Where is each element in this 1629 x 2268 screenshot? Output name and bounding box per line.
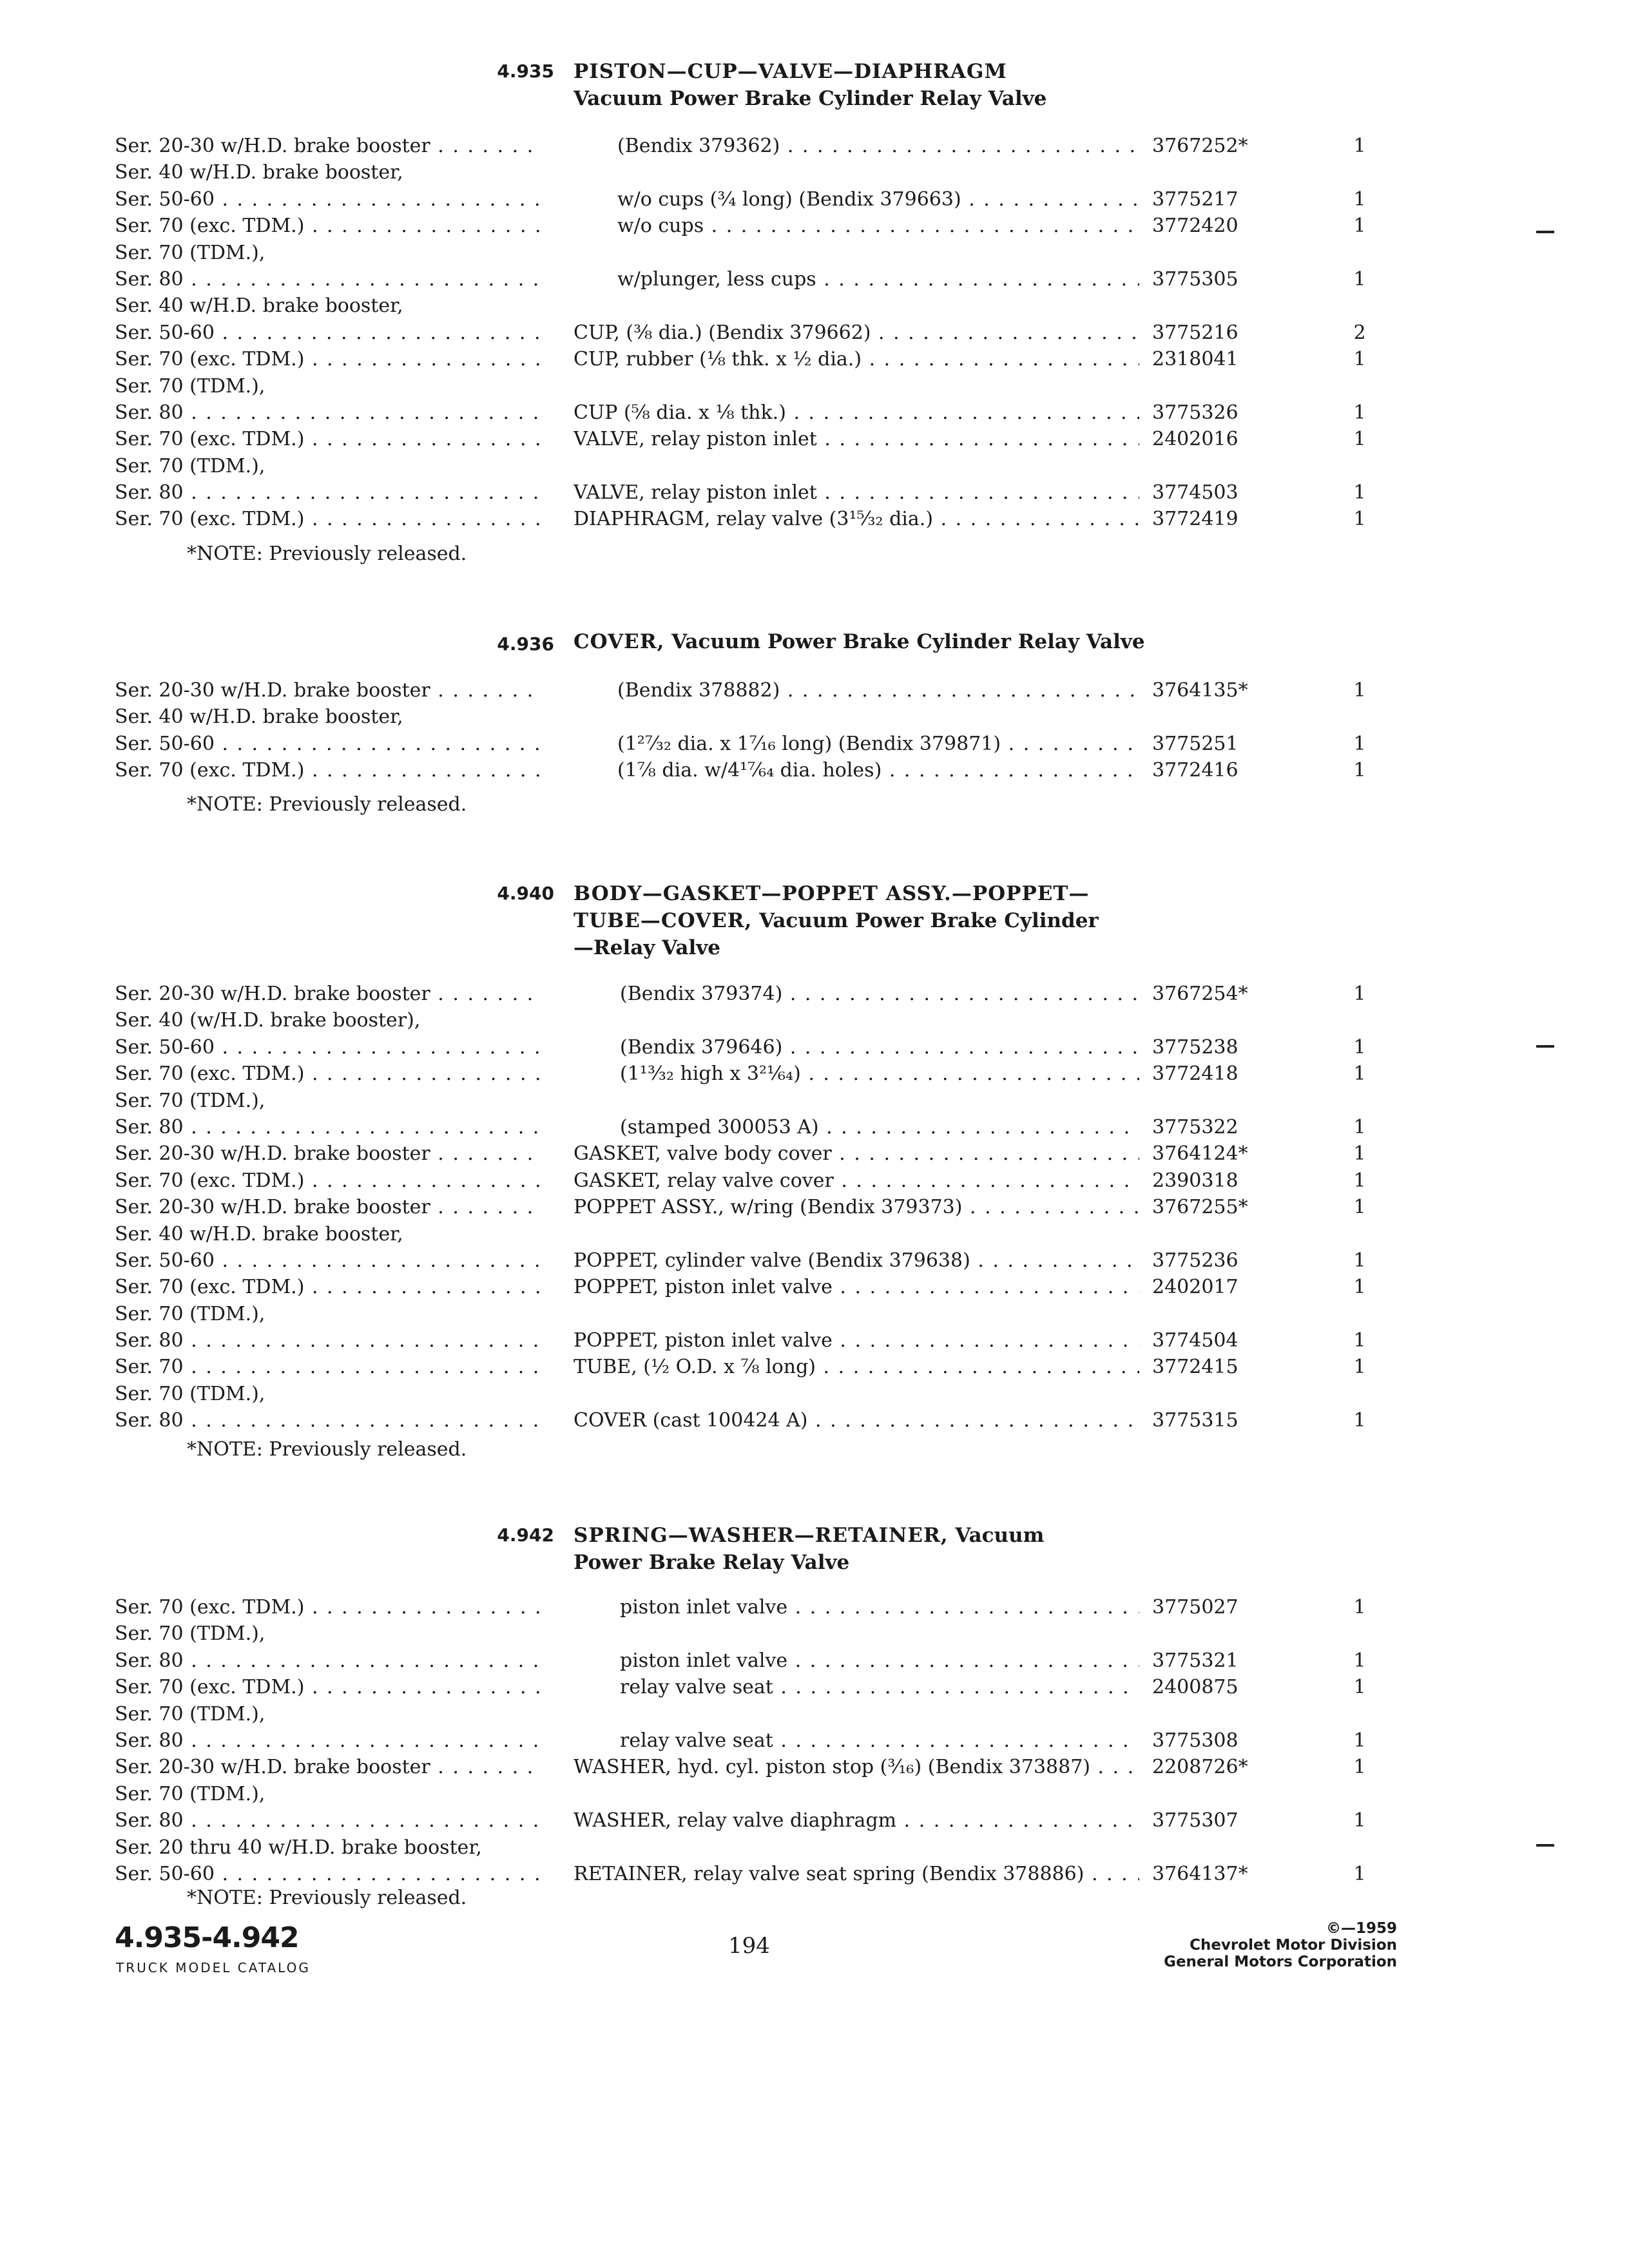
section-title-rest: Vacuum Power Brake Cylinder Relay Valve: [574, 87, 1047, 110]
section-title-line: [574, 907, 1218, 934]
series-application: Ser. 70 (exc. TDM.) . . .: [115, 1594, 543, 1620]
part-number: 3775321: [1152, 1649, 1239, 1672]
division-name: Chevrolet Motor Division: [1190, 1937, 1397, 1954]
part-number: 3772420: [1152, 215, 1239, 238]
catalog-name: TRUCK MODEL CATALOG: [116, 1960, 311, 1975]
section-title-main-2: TUBE—COVER,: [574, 909, 753, 932]
quantity: 1: [1353, 1276, 1366, 1299]
part-description: (stamped 300053 A) . . .: [620, 1114, 1139, 1140]
section-title-rest: Vacuum: [955, 1524, 1045, 1547]
note: *NOTE: Previously released.: [187, 543, 467, 565]
part-description: POPPET ASSY., w/ring (Bendix 379373) . . .: [574, 1194, 1139, 1220]
part-description: relay valve seat . . .: [620, 1674, 1139, 1700]
part-number: 3775217: [1152, 187, 1239, 211]
series-application: Ser. 70 (TDM.),: [115, 454, 265, 477]
part-description: CUP (⅝ dia. x ⅛ thk.) . . .: [574, 399, 1139, 426]
table-row: [0, 757, 1629, 783]
quantity: 1: [1353, 1756, 1366, 1779]
table-row: [0, 1834, 1629, 1861]
section-number: 4.935: [497, 61, 554, 82]
table-row: [0, 426, 1629, 452]
table-row: [0, 373, 1629, 399]
part-number: 2208726*: [1152, 1756, 1248, 1779]
margin-tick: [1536, 231, 1554, 233]
series-application: Ser. 20-30 w/H.D. brake booster . . .: [115, 133, 543, 159]
table-row: [0, 1781, 1629, 1807]
part-description: w/o cups (¾ long) (Bendix 379663) . . .: [617, 186, 1139, 213]
parts-list: [0, 133, 1629, 533]
series-application: Ser. 50-60 . . .: [115, 731, 543, 757]
copyright: ©—1959: [1325, 1920, 1397, 1937]
part-description: w/o cups . . .: [617, 213, 1139, 239]
part-number: 3775236: [1152, 1249, 1239, 1272]
part-number: 3775238: [1152, 1035, 1239, 1059]
series-application: Ser. 40 w/H.D. brake booster,: [115, 706, 403, 729]
part-description: CUP, rubber (⅛ thk. x ½ dia.) . . .: [574, 346, 1139, 372]
part-description: GASKET, valve body cover . . .: [574, 1140, 1139, 1167]
quantity: 1: [1353, 1169, 1366, 1192]
series-application: Ser. 50-60 . . .: [115, 186, 543, 213]
series-application: Ser. 80 . . .: [115, 1407, 543, 1434]
part-description: COVER (cast 100424 A) . . .: [574, 1407, 1139, 1434]
series-application: Ser. 70 (exc. TDM.) . . .: [115, 1061, 543, 1087]
catalog-section-range: 4.935-4.942: [115, 1921, 299, 1954]
section-number: 4.940: [497, 883, 554, 904]
section-title-rest: Vacuum Power Brake Cylinder: [759, 909, 1099, 932]
section-title-line: [574, 1522, 1218, 1549]
table-row: [0, 399, 1629, 426]
table-row: [0, 479, 1629, 506]
part-number: 2400875: [1152, 1676, 1239, 1699]
table-row: [0, 1407, 1629, 1434]
quantity: 1: [1353, 1676, 1366, 1699]
part-number: 3772418: [1152, 1062, 1239, 1086]
part-number: 3772415: [1152, 1356, 1239, 1379]
table-row: [0, 1274, 1629, 1300]
part-description: WASHER, hyd. cyl. piston stop (³⁄₁₆) (Bendix 373887) . . .: [574, 1754, 1139, 1780]
quantity: 1: [1353, 215, 1366, 238]
part-number: 3775307: [1152, 1809, 1239, 1832]
series-application: Ser. 70 (TDM.),: [115, 1382, 265, 1405]
quantity: 1: [1353, 508, 1366, 531]
series-application: Ser. 70 (TDM.),: [115, 241, 265, 264]
series-application: Ser. 70 (exc. TDM.) . . .: [115, 346, 543, 372]
part-description: CUP, (⅜ dia.) (Bendix 379662) . . .: [574, 320, 1139, 346]
series-application: Ser. 80 . . .: [115, 1648, 543, 1674]
series-application: Ser. 40 w/H.D. brake booster,: [115, 161, 403, 184]
series-application: Ser. 40 w/H.D. brake booster,: [115, 294, 403, 318]
part-number: 3775326: [1152, 401, 1239, 424]
margin-tick: [1536, 1844, 1554, 1847]
quantity: 1: [1353, 732, 1366, 755]
series-application: Ser. 80 . . .: [115, 1114, 543, 1140]
quantity: 1: [1353, 1035, 1366, 1059]
section-title-main: COVER,: [574, 630, 665, 653]
series-application: Ser. 70 (TDM.),: [115, 1782, 265, 1805]
part-description: POPPET, cylinder valve (Bendix 379638) . . .: [574, 1247, 1139, 1274]
series-application: Ser. 70 (exc. TDM.) . . .: [115, 213, 543, 239]
table-row: [0, 1168, 1629, 1194]
quantity: 1: [1353, 1142, 1366, 1166]
series-application: Ser. 70 (TDM.),: [115, 1089, 265, 1112]
table-row: [0, 1034, 1629, 1061]
part-description: TUBE, (½ O.D. x ⅞ long) . . .: [574, 1354, 1139, 1380]
part-number: 3767252*: [1152, 135, 1248, 157]
series-application: Ser. 80 . . .: [115, 1807, 543, 1834]
table-row: [0, 704, 1629, 730]
section-title-rest-2: —Relay Valve: [574, 936, 720, 959]
quantity: 1: [1353, 1115, 1366, 1139]
quantity: 1: [1353, 348, 1366, 371]
part-description: WASHER, relay valve diaphragm . . .: [574, 1807, 1139, 1834]
note: *NOTE: Previously released.: [187, 1438, 467, 1461]
part-number: 3764135*: [1152, 679, 1248, 702]
quantity: 1: [1353, 1196, 1366, 1219]
series-application: Ser. 70 . . .: [115, 1354, 543, 1380]
part-description: DIAPHRAGM, relay valve (3¹⁵⁄₃₂ dia.) . . .: [574, 506, 1139, 532]
part-description: POPPET, piston inlet valve . . .: [574, 1327, 1139, 1354]
table-row: [0, 213, 1629, 239]
quantity: 1: [1353, 1862, 1366, 1885]
part-number: 3774504: [1152, 1329, 1239, 1352]
part-number: 2402017: [1152, 1276, 1239, 1299]
part-description: VALVE, relay piston inlet . . .: [574, 479, 1139, 506]
part-description: (Bendix 378882) . . .: [617, 677, 1139, 704]
series-application: Ser. 70 (TDM.),: [115, 374, 265, 398]
table-row: [0, 1754, 1629, 1780]
table-row: [0, 981, 1629, 1007]
series-application: Ser. 70 (TDM.),: [115, 1302, 265, 1325]
table-row: [0, 1007, 1629, 1033]
note: *NOTE: Previously released.: [187, 793, 467, 816]
table-row: [0, 1701, 1629, 1727]
part-description: (1⅞ dia. w/4¹⁷⁄₆₄ dia. holes) . . .: [617, 757, 1139, 783]
quantity: 1: [1353, 428, 1366, 451]
note: *NOTE: Previously released.: [187, 1887, 467, 1909]
part-description: (1²⁷⁄₃₂ dia. x 1⁷⁄₁₆ long) (Bendix 379871) . . .: [617, 731, 1139, 757]
table-row: [0, 1327, 1629, 1354]
table-row: [0, 1247, 1629, 1274]
quantity: 1: [1353, 679, 1366, 702]
quantity: 1: [1353, 1356, 1366, 1379]
table-row: [0, 186, 1629, 213]
part-number: 3764124*: [1152, 1142, 1248, 1166]
quantity: 1: [1353, 1729, 1366, 1752]
series-application: Ser. 70 (TDM.),: [115, 1702, 265, 1725]
table-row: [0, 506, 1629, 532]
table-row: [0, 1648, 1629, 1674]
part-description: (Bendix 379646) . . .: [620, 1034, 1139, 1061]
part-description: (1¹³⁄₃₂ high x 3²¹⁄₆₄) . . .: [620, 1061, 1139, 1087]
part-description: piston inlet valve . . .: [620, 1648, 1139, 1674]
quantity: 1: [1353, 983, 1366, 1005]
table-row: [0, 346, 1629, 372]
series-application: Ser. 80 . . .: [115, 266, 543, 293]
part-number: 3772416: [1152, 759, 1239, 782]
section-title-rest: Vacuum Power Brake Cylinder Relay Valve: [671, 630, 1145, 653]
series-application: Ser. 70 (exc. TDM.) . . .: [115, 1168, 543, 1194]
section-number: 4.942: [497, 1524, 554, 1546]
quantity: 1: [1353, 267, 1366, 291]
quantity: 1: [1353, 759, 1366, 782]
part-number: 2402016: [1152, 428, 1239, 451]
margin-tick: [1536, 1045, 1554, 1048]
part-number: 3775322: [1152, 1115, 1239, 1139]
table-row: [0, 1354, 1629, 1380]
table-row: [0, 1194, 1629, 1220]
series-application: Ser. 40 w/H.D. brake booster,: [115, 1222, 403, 1245]
table-row: [0, 1061, 1629, 1087]
table-row: [0, 1140, 1629, 1167]
series-application: Ser. 20-30 w/H.D. brake booster . . .: [115, 1194, 543, 1220]
part-number: 3775216: [1152, 321, 1239, 344]
part-description: GASKET, relay valve cover . . .: [574, 1168, 1139, 1194]
parts-list: [0, 981, 1629, 1434]
part-description: VALVE, relay piston inlet . . .: [574, 426, 1139, 452]
quantity: 1: [1353, 1596, 1366, 1619]
series-application: Ser. 80 . . .: [115, 1727, 543, 1754]
series-application: Ser. 50-60 . . .: [115, 1034, 543, 1061]
quantity: 1: [1353, 481, 1366, 505]
quantity: 1: [1353, 1649, 1366, 1672]
series-application: Ser. 20 thru 40 w/H.D. brake booster,: [115, 1836, 482, 1859]
part-description: w/plunger, less cups . . .: [617, 266, 1139, 293]
part-number: 3764137*: [1152, 1862, 1248, 1885]
part-number: 3775308: [1152, 1729, 1239, 1752]
table-row: [0, 1301, 1629, 1327]
table-row: [0, 1620, 1629, 1647]
series-application: Ser. 70 (exc. TDM.) . . .: [115, 426, 543, 452]
series-application: Ser. 50-60 . . .: [115, 1247, 543, 1274]
part-number: 3774503: [1152, 481, 1239, 505]
series-application: Ser. 70 (exc. TDM.) . . .: [115, 1674, 543, 1700]
part-description: POPPET, piston inlet valve . . .: [574, 1274, 1139, 1300]
table-row: [0, 1674, 1629, 1700]
part-number: 3767254*: [1152, 983, 1248, 1005]
section-title: [574, 1522, 1218, 1576]
table-row: [0, 1807, 1629, 1834]
part-number: 3767255*: [1152, 1196, 1248, 1219]
table-row: [0, 731, 1629, 757]
quantity: 1: [1353, 135, 1366, 157]
quantity: 2: [1353, 321, 1366, 344]
part-number: 3775251: [1152, 732, 1239, 755]
series-application: Ser. 20-30 w/H.D. brake booster . . .: [115, 677, 543, 704]
part-description: piston inlet valve . . .: [620, 1594, 1139, 1620]
table-row: [0, 320, 1629, 346]
part-number: 3772419: [1152, 508, 1239, 531]
quantity: 1: [1353, 1062, 1366, 1086]
series-application: Ser. 80 . . .: [115, 1327, 543, 1354]
series-application: Ser. 80 . . .: [115, 399, 543, 426]
series-application: Ser. 70 (exc. TDM.) . . .: [115, 506, 543, 532]
part-description: (Bendix 379374) . . .: [620, 981, 1139, 1007]
section-title: [574, 58, 1218, 112]
table-row: [0, 1861, 1629, 1887]
quantity: 1: [1353, 401, 1366, 424]
quantity: 1: [1353, 187, 1366, 211]
table-row: [0, 453, 1629, 479]
section-title: [574, 880, 1218, 961]
parts-list: [0, 677, 1629, 784]
page-number: 194: [728, 1933, 770, 1959]
table-row: [0, 677, 1629, 704]
series-application: Ser. 20-30 w/H.D. brake booster . . .: [115, 1754, 543, 1780]
section-title-main: SPRING—WASHER—RETAINER,: [574, 1524, 949, 1547]
copyright-block: [1164, 1920, 1397, 1970]
table-row: [0, 1221, 1629, 1247]
section-number: 4.936: [497, 633, 554, 655]
series-application: Ser. 20-30 w/H.D. brake booster . . .: [115, 1140, 543, 1167]
series-application: Ser. 80 . . .: [115, 479, 543, 506]
part-number: 2390318: [1152, 1169, 1239, 1192]
section-title-main: PISTON—CUP—VALVE—DIAPHRAGM: [574, 60, 1007, 83]
series-application: Ser. 70 (TDM.),: [115, 1622, 265, 1646]
part-number: 3775315: [1152, 1409, 1239, 1432]
quantity: 1: [1353, 1249, 1366, 1272]
table-row: [0, 293, 1629, 319]
part-number: 3775305: [1152, 267, 1239, 291]
parts-list: [0, 1594, 1629, 1887]
part-description: (Bendix 379362) . . .: [617, 133, 1139, 159]
part-description: RETAINER, relay valve seat spring (Bendix 378886) . . .: [574, 1861, 1139, 1887]
table-row: [0, 240, 1629, 266]
corporation-name: General Motors Corporation: [1164, 1954, 1397, 1970]
series-application: Ser. 50-60 . . .: [115, 1861, 543, 1887]
series-application: Ser. 40 (w/H.D. brake booster),: [115, 1009, 421, 1032]
table-row: [0, 133, 1629, 159]
part-number: 2318041: [1152, 348, 1239, 371]
series-application: Ser. 20-30 w/H.D. brake booster . . .: [115, 981, 543, 1007]
part-number: 3775027: [1152, 1596, 1239, 1619]
section-title-line: [574, 628, 1218, 655]
table-row: [0, 266, 1629, 293]
table-row: [0, 1727, 1629, 1754]
table-row: [0, 1594, 1629, 1620]
part-description: relay valve seat . . .: [620, 1727, 1139, 1754]
section-title-rest-2: Power Brake Relay Valve: [574, 1551, 850, 1574]
section-title: [574, 628, 1218, 655]
section-title-main: BODY—GASKET—POPPET ASSY.—POPPET—: [574, 882, 1090, 905]
table-row: [0, 1088, 1629, 1114]
quantity: 1: [1353, 1809, 1366, 1832]
series-application: Ser. 70 (exc. TDM.) . . .: [115, 1274, 543, 1300]
series-application: Ser. 70 (exc. TDM.) . . .: [115, 757, 543, 783]
table-row: [0, 1114, 1629, 1140]
quantity: 1: [1353, 1409, 1366, 1432]
table-row: [0, 1381, 1629, 1407]
series-application: Ser. 50-60 . . .: [115, 320, 543, 346]
quantity: 1: [1353, 1329, 1366, 1352]
table-row: [0, 159, 1629, 186]
